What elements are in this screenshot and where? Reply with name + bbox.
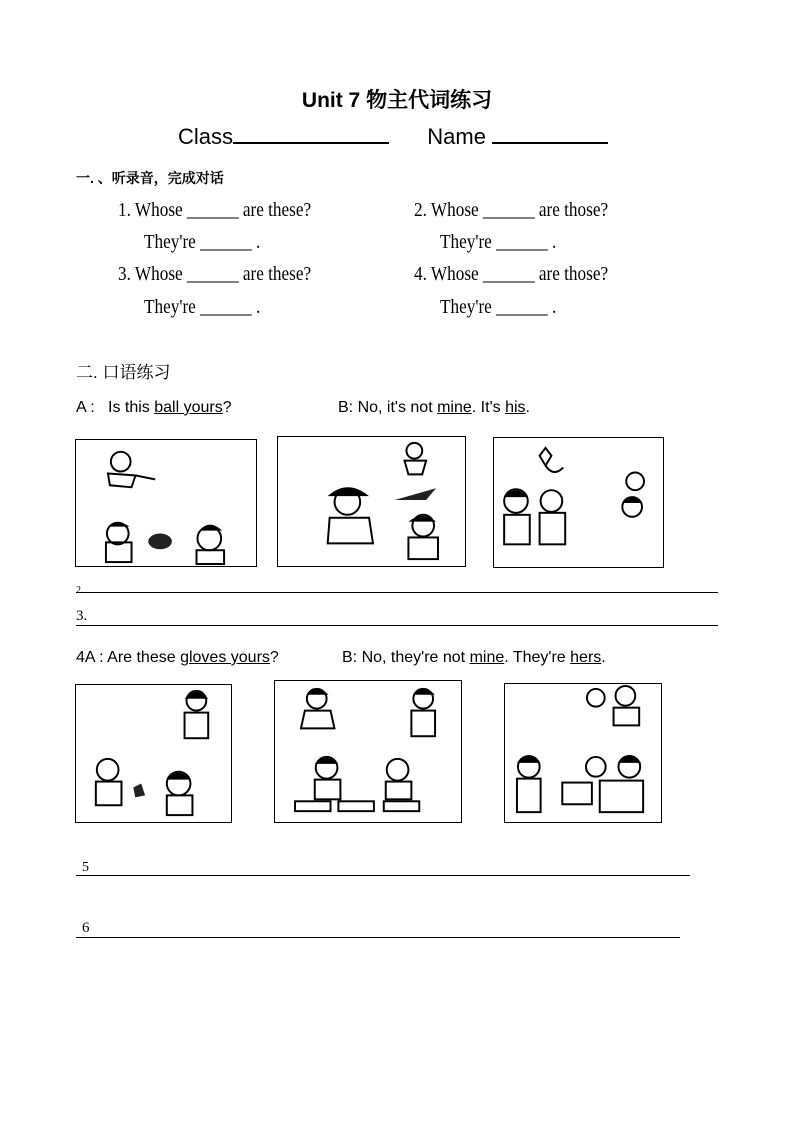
children-shoes-illustration: [275, 681, 461, 822]
dialog2-b: B: No, they're not mine. They're hers.: [342, 649, 606, 666]
section1-heading: 一. 、听录音，完成对话: [76, 170, 224, 186]
dialog1-b: B: No, it's not mine. It's his.: [338, 399, 530, 416]
question-2: 2. Whose ______ are those?: [414, 199, 609, 221]
class-name-row: [178, 124, 608, 150]
question-4: 4. Whose ______ are those?: [414, 263, 609, 285]
answer-3: They're ______ .: [144, 296, 261, 318]
answer-line-6[interactable]: 6: [76, 919, 680, 937]
section2-heading: 二. 口语练习: [76, 363, 171, 382]
children-sweater-illustration: [278, 437, 465, 566]
dialog2-a: 4A : Are these gloves yours?: [76, 649, 279, 666]
page-title: Unit 7 物主代词练习: [301, 89, 493, 112]
question-3: 3. Whose ______ are these?: [118, 263, 312, 285]
name-blank: [492, 142, 608, 144]
class-label: Class: [178, 124, 234, 149]
answer-2: They're ______ .: [440, 231, 557, 253]
picture-6: [504, 683, 662, 823]
children-bag-illustration: [505, 684, 661, 822]
answer-1: They're ______ .: [144, 231, 261, 253]
answer-line-2[interactable]: 2.: [76, 580, 718, 598]
answer-line-3[interactable]: 3.: [76, 607, 718, 625]
class-blank: [233, 142, 389, 144]
picture-1: [75, 439, 257, 567]
answer-line-5[interactable]: 5: [76, 858, 690, 876]
name-label: Name: [427, 124, 486, 149]
picture-3: [493, 437, 664, 568]
picture-5: [274, 680, 462, 823]
children-gloves-illustration: [76, 685, 231, 822]
dialog1-a: A : Is this ball yours?: [76, 399, 232, 416]
children-ball-illustration: [76, 440, 256, 566]
question-1: 1. Whose ______ are these?: [118, 199, 312, 221]
children-kite-illustration: [494, 438, 663, 567]
picture-2: [277, 436, 466, 567]
picture-4: [75, 684, 232, 823]
answer-4: They're ______ .: [440, 296, 557, 318]
